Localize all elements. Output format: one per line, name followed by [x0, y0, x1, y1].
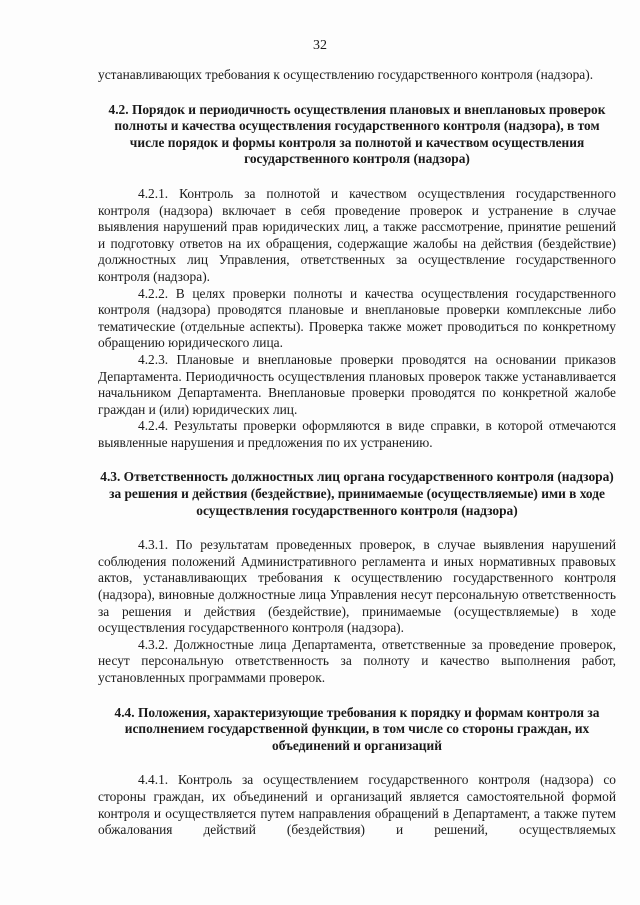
- spacer: [98, 754, 616, 772]
- paragraph-4-2-1: 4.2.1. Контроль за полнотой и качеством осуществления государственного контроля (надзора) включает в себя проведение проверок и устранение в случае выявления нарушений прав юридических лиц, а также рассмотрение, принятие решений и подготовку ответов на их обращения, содержащие жалобы на действия (бездействие) должностных лиц Управления, ответственных за осуществление государственного контроля (надзора).: [98, 185, 616, 284]
- section-heading-4-2: 4.2. Порядок и периодичность осуществления плановых и внеплановых проверок полноты и качества осуществления государственного контроля (надзора), в том числе порядок и формы контроля за полнотой и качеством осуществления государственного контроля (надзора): [108, 101, 606, 167]
- document-body: [98, 67, 616, 839]
- spacer: [98, 84, 616, 102]
- spacer: [98, 168, 616, 186]
- paragraph-4-3-2: 4.3.2. Должностные лица Департамента, ответственные за проведение проверок, несут персональную ответственность за полноту и качество выполнения работ, установленных программами проверок.: [98, 636, 616, 685]
- page-number: 32: [313, 38, 327, 53]
- paragraph-4-2-4: 4.2.4. Результаты проверки оформляются в виде справки, в которой отмечаются выявленные нарушения и предложения по их устранению.: [98, 418, 616, 450]
- intro-paragraph: устанавливающих требования к осуществлению государственного контроля (надзора).: [98, 67, 594, 82]
- spacer: [98, 687, 616, 705]
- paragraph-4-3-1: 4.3.1. По результатам проведенных проверок, в случае выявления нарушений соблюдения положений Административного регламента и иных нормативных правовых актов, устанавливающих требования к осуществлению государственного контроля (надзора), виновные должностные лица Управления несут персональную ответственность за решения и действия (бездействие), принимаемые (осуществляемые) в ходе осуществления государственного контроля (надзора).: [98, 537, 616, 636]
- section-heading-4-3: 4.3. Ответственность должностных лиц органа государственного контроля (надзора) за решения и действия (бездействие), принимаемые (осуществляемые) ими в ходе осуществления государственного контроля (надзора): [100, 469, 614, 518]
- paragraph-4-4-1: 4.4.1. Контроль за осуществлением государственного контроля (надзора) со стороны граждан, их объединений и организаций является самостоятельной формой контроля и осуществляется путем направления обращений в Департамент, а также путем обжалования действий (бездействия) и решений, осуществляемых: [98, 772, 616, 838]
- section-heading-4-4: 4.4. Положения, характеризующие требования к порядку и формам контроля за исполнением государственной функции, в том числе со стороны граждан, их объединений и организаций: [114, 704, 600, 753]
- paragraph-4-2-2: 4.2.2. В целях проверки полноты и качества осуществления государственного контроля (надзора) проводятся плановые и внеплановые проверки комплексные либо тематические (отдельные аспекты). Проверка также может проводиться по конкретному обращению юридического лица.: [98, 285, 616, 351]
- spacer: [98, 451, 616, 469]
- spacer: [98, 519, 616, 537]
- paragraph-4-2-3: 4.2.3. Плановые и внеплановые проверки проводятся на основании приказов Департамента. Периодичность осуществления плановых проверок также устанавливается начальником Департамента. Внеплановые проверки проводятся по конкретной жалобе граждан и (или) юридических лиц.: [98, 351, 616, 417]
